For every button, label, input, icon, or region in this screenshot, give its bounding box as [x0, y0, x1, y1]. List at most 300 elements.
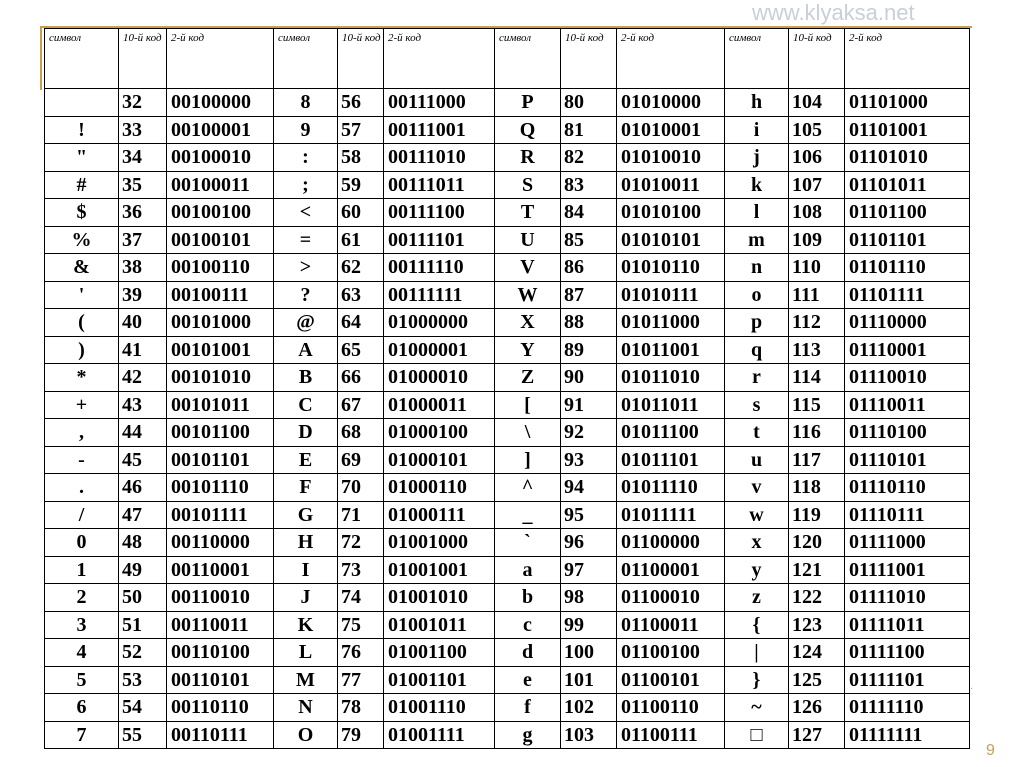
symbol-cell: =: [274, 226, 338, 254]
decimal-code-cell: 62: [338, 254, 384, 282]
binary-code-cell: 01111110: [845, 694, 970, 722]
table-row: [45, 254, 970, 282]
symbol-cell: j: [725, 144, 789, 172]
binary-code-cell: 01001111: [384, 721, 495, 749]
symbol-cell: 7: [45, 721, 119, 749]
binary-code-cell: 01000010: [384, 364, 495, 392]
binary-code-cell: 00111010: [384, 144, 495, 172]
symbol-cell: .: [45, 474, 119, 502]
binary-code-cell: 01011111: [617, 501, 725, 529]
binary-code-cell: 01101000: [845, 89, 970, 117]
binary-code-cell: 01010111: [617, 281, 725, 309]
symbol-cell: ,: [45, 419, 119, 447]
symbol-cell: O: [274, 721, 338, 749]
decimal-code-cell: 84: [561, 199, 617, 227]
symbol-cell: v: [725, 474, 789, 502]
decimal-code-cell: 107: [789, 171, 845, 199]
binary-code-cell: 00100111: [167, 281, 274, 309]
symbol-cell: g: [495, 721, 561, 749]
binary-code-cell: 00101110: [167, 474, 274, 502]
symbol-cell: F: [274, 474, 338, 502]
symbol-cell: a: [495, 556, 561, 584]
binary-code-cell: 00100000: [167, 89, 274, 117]
binary-code-cell: 00101111: [167, 501, 274, 529]
decimal-code-cell: 50: [119, 584, 167, 612]
symbol-cell: -: [45, 446, 119, 474]
binary-code-cell: 01100101: [617, 666, 725, 694]
decimal-code-cell: 90: [561, 364, 617, 392]
symbol-cell: ': [45, 281, 119, 309]
symbol-cell: R: [495, 144, 561, 172]
ascii-code-table: [44, 28, 970, 749]
binary-code-cell: 01100100: [617, 639, 725, 667]
table-row: [45, 199, 970, 227]
binary-code-cell: 00111011: [384, 171, 495, 199]
binary-code-cell: 01111011: [845, 611, 970, 639]
binary-code-cell: 01100110: [617, 694, 725, 722]
binary-code-cell: 01010110: [617, 254, 725, 282]
table-row: [45, 419, 970, 447]
watermark: www.klyaksa.net: [752, 0, 915, 25]
table-row: [45, 171, 970, 199]
binary-code-cell: 01001010: [384, 584, 495, 612]
table-row: [45, 391, 970, 419]
table-row: [45, 336, 970, 364]
symbol-cell: t: [725, 419, 789, 447]
binary-code-cell: 01011000: [617, 309, 725, 337]
binary-code-cell: 01001110: [384, 694, 495, 722]
binary-code-cell: 01011110: [617, 474, 725, 502]
binary-code-cell: 01011011: [617, 391, 725, 419]
decimal-code-cell: 53: [119, 666, 167, 694]
symbol-cell: 5: [45, 666, 119, 694]
decimal-code-cell: 101: [561, 666, 617, 694]
binary-code-cell: 01010000: [617, 89, 725, 117]
binary-code-cell: 00111000: [384, 89, 495, 117]
decimal-code-cell: 120: [789, 529, 845, 557]
decimal-code-cell: 72: [338, 529, 384, 557]
decimal-code-cell: 100: [561, 639, 617, 667]
table-row: [45, 89, 970, 117]
decimal-code-cell: 119: [789, 501, 845, 529]
binary-code-cell: 00111001: [384, 116, 495, 144]
symbol-cell: Q: [495, 116, 561, 144]
binary-code-cell: 01001011: [384, 611, 495, 639]
decimal-code-cell: 94: [561, 474, 617, 502]
decimal-code-cell: 106: [789, 144, 845, 172]
decimal-code-cell: 69: [338, 446, 384, 474]
symbol-cell: #: [45, 171, 119, 199]
decimal-code-cell: 89: [561, 336, 617, 364]
binary-code-cell: 00110010: [167, 584, 274, 612]
binary-code-cell: 00110111: [167, 721, 274, 749]
binary-code-cell: 01110010: [845, 364, 970, 392]
decimal-code-cell: 41: [119, 336, 167, 364]
decimal-code-cell: 70: [338, 474, 384, 502]
decimal-code-cell: 68: [338, 419, 384, 447]
binary-code-cell: 01110000: [845, 309, 970, 337]
binary-code-cell: 01011010: [617, 364, 725, 392]
decimal-code-cell: 73: [338, 556, 384, 584]
table-row: [45, 116, 970, 144]
table-row: [45, 666, 970, 694]
decimal-code-header: 10-й код: [119, 29, 167, 89]
decimal-code-cell: 97: [561, 556, 617, 584]
decimal-code-cell: 55: [119, 721, 167, 749]
decimal-code-cell: 40: [119, 309, 167, 337]
table-row: [45, 226, 970, 254]
symbol-cell: B: [274, 364, 338, 392]
binary-code-cell: 00111100: [384, 199, 495, 227]
binary-code-cell: 01111111: [845, 721, 970, 749]
binary-code-cell: 01000100: [384, 419, 495, 447]
symbol-cell: <: [274, 199, 338, 227]
decimal-code-cell: 105: [789, 116, 845, 144]
binary-code-cell: 01100011: [617, 611, 725, 639]
symbol-cell: o: [725, 281, 789, 309]
binary-code-cell: 01111100: [845, 639, 970, 667]
decimal-code-cell: 112: [789, 309, 845, 337]
decimal-code-cell: 42: [119, 364, 167, 392]
table-row: [45, 584, 970, 612]
binary-code-cell: 00110101: [167, 666, 274, 694]
decimal-code-cell: 44: [119, 419, 167, 447]
symbol-cell: _: [495, 501, 561, 529]
symbol-header: символ: [274, 29, 338, 89]
decimal-code-cell: 121: [789, 556, 845, 584]
decimal-code-cell: 48: [119, 529, 167, 557]
symbol-cell: b: [495, 584, 561, 612]
decimal-code-cell: 47: [119, 501, 167, 529]
table-row: [45, 446, 970, 474]
symbol-cell: e: [495, 666, 561, 694]
symbol-cell: $: [45, 199, 119, 227]
decimal-code-cell: 115: [789, 391, 845, 419]
decimal-code-cell: 104: [789, 89, 845, 117]
binary-code-cell: 01101100: [845, 199, 970, 227]
decimal-code-header: 10-й код: [561, 29, 617, 89]
decimal-code-cell: 63: [338, 281, 384, 309]
binary-code-cell: 01100010: [617, 584, 725, 612]
symbol-cell: C: [274, 391, 338, 419]
symbol-cell: i: [725, 116, 789, 144]
decimal-code-cell: 39: [119, 281, 167, 309]
symbol-cell: w: [725, 501, 789, 529]
binary-code-cell: 01001001: [384, 556, 495, 584]
symbol-cell: ": [45, 144, 119, 172]
decimal-code-cell: 92: [561, 419, 617, 447]
binary-code-cell: 00111110: [384, 254, 495, 282]
binary-code-cell: 01110101: [845, 446, 970, 474]
binary-code-cell: 01110100: [845, 419, 970, 447]
decimal-code-cell: 61: [338, 226, 384, 254]
binary-code-cell: 00110001: [167, 556, 274, 584]
symbol-cell: z: [725, 584, 789, 612]
symbol-cell: n: [725, 254, 789, 282]
decimal-code-cell: 124: [789, 639, 845, 667]
binary-code-cell: 01101001: [845, 116, 970, 144]
symbol-cell: %: [45, 226, 119, 254]
symbol-cell: N: [274, 694, 338, 722]
symbol-cell: h: [725, 89, 789, 117]
symbol-cell: `: [495, 529, 561, 557]
symbol-cell: !: [45, 116, 119, 144]
decimal-code-cell: 77: [338, 666, 384, 694]
symbol-cell: J: [274, 584, 338, 612]
binary-code-cell: 00101101: [167, 446, 274, 474]
binary-code-cell: 01101011: [845, 171, 970, 199]
binary-code-cell: 00100011: [167, 171, 274, 199]
symbol-cell: H: [274, 529, 338, 557]
decimal-code-cell: 79: [338, 721, 384, 749]
symbol-cell: p: [725, 309, 789, 337]
decimal-code-cell: 93: [561, 446, 617, 474]
table-row: [45, 364, 970, 392]
decimal-code-cell: 46: [119, 474, 167, 502]
symbol-cell: [45, 89, 119, 117]
decimal-code-cell: 57: [338, 116, 384, 144]
decimal-code-cell: 123: [789, 611, 845, 639]
decimal-code-cell: 114: [789, 364, 845, 392]
decimal-code-cell: 95: [561, 501, 617, 529]
symbol-cell: 4: [45, 639, 119, 667]
table-row: [45, 281, 970, 309]
binary-code-cell: 01000101: [384, 446, 495, 474]
decimal-code-header: 10-й код: [338, 29, 384, 89]
symbol-cell: /: [45, 501, 119, 529]
decimal-code-cell: 110: [789, 254, 845, 282]
symbol-cell: d: [495, 639, 561, 667]
binary-code-cell: 01111000: [845, 529, 970, 557]
decimal-code-cell: 118: [789, 474, 845, 502]
symbol-cell: 8: [274, 89, 338, 117]
binary-code-cell: 01000011: [384, 391, 495, 419]
binary-code-cell: 00110100: [167, 639, 274, 667]
binary-code-cell: 01000110: [384, 474, 495, 502]
symbol-cell: (: [45, 309, 119, 337]
binary-code-header: 2-й код: [167, 29, 274, 89]
symbol-cell: [: [495, 391, 561, 419]
symbol-cell: ;: [274, 171, 338, 199]
symbol-cell: 1: [45, 556, 119, 584]
binary-code-cell: 01010100: [617, 199, 725, 227]
binary-code-header: 2-й код: [384, 29, 495, 89]
binary-code-cell: 01000111: [384, 501, 495, 529]
symbol-cell: c: [495, 611, 561, 639]
decimal-code-cell: 127: [789, 721, 845, 749]
decimal-code-cell: 64: [338, 309, 384, 337]
binary-code-cell: 00100101: [167, 226, 274, 254]
decimal-code-cell: 37: [119, 226, 167, 254]
binary-code-cell: 01010010: [617, 144, 725, 172]
binary-code-cell: 00100001: [167, 116, 274, 144]
binary-code-cell: 01001101: [384, 666, 495, 694]
symbol-cell: ]: [495, 446, 561, 474]
binary-code-cell: 00110000: [167, 529, 274, 557]
binary-code-cell: 01110011: [845, 391, 970, 419]
decimal-code-cell: 32: [119, 89, 167, 117]
binary-code-cell: 00101011: [167, 391, 274, 419]
decimal-code-cell: 66: [338, 364, 384, 392]
symbol-cell: \: [495, 419, 561, 447]
decimal-code-cell: 36: [119, 199, 167, 227]
table-body: [45, 89, 970, 749]
symbol-cell: f: [495, 694, 561, 722]
symbol-cell: T: [495, 199, 561, 227]
decimal-code-cell: 82: [561, 144, 617, 172]
binary-code-cell: 01101111: [845, 281, 970, 309]
decimal-code-cell: 103: [561, 721, 617, 749]
table-row: [45, 721, 970, 749]
symbol-cell: 0: [45, 529, 119, 557]
symbol-cell: u: [725, 446, 789, 474]
decimal-code-cell: 113: [789, 336, 845, 364]
decimal-code-cell: 83: [561, 171, 617, 199]
decimal-code-cell: 54: [119, 694, 167, 722]
symbol-cell: W: [495, 281, 561, 309]
decimal-code-cell: 80: [561, 89, 617, 117]
decimal-code-cell: 56: [338, 89, 384, 117]
decimal-code-cell: 78: [338, 694, 384, 722]
decimal-code-cell: 122: [789, 584, 845, 612]
decimal-code-cell: 34: [119, 144, 167, 172]
binary-code-cell: 01110110: [845, 474, 970, 502]
decimal-code-cell: 111: [789, 281, 845, 309]
symbol-cell: 9: [274, 116, 338, 144]
binary-code-cell: 01110001: [845, 336, 970, 364]
binary-code-cell: 01111010: [845, 584, 970, 612]
symbol-cell: □: [725, 721, 789, 749]
symbol-cell: Z: [495, 364, 561, 392]
binary-code-cell: 01101101: [845, 226, 970, 254]
decimal-code-cell: 86: [561, 254, 617, 282]
decimal-code-cell: 76: [338, 639, 384, 667]
symbol-cell: x: [725, 529, 789, 557]
binary-code-header: 2-й код: [845, 29, 970, 89]
binary-code-cell: 01110111: [845, 501, 970, 529]
symbol-cell: @: [274, 309, 338, 337]
binary-code-cell: 00100100: [167, 199, 274, 227]
symbol-cell: D: [274, 419, 338, 447]
table-row: [45, 639, 970, 667]
symbol-cell: K: [274, 611, 338, 639]
binary-code-cell: 01000000: [384, 309, 495, 337]
symbol-cell: m: [725, 226, 789, 254]
decimal-code-cell: 109: [789, 226, 845, 254]
symbol-cell: :: [274, 144, 338, 172]
binary-code-cell: 01011001: [617, 336, 725, 364]
binary-code-cell: 01100001: [617, 556, 725, 584]
table-row: [45, 556, 970, 584]
binary-code-cell: 01111001: [845, 556, 970, 584]
binary-code-cell: 01011100: [617, 419, 725, 447]
table-row: [45, 501, 970, 529]
symbol-cell: ): [45, 336, 119, 364]
symbol-cell: U: [495, 226, 561, 254]
binary-code-cell: 00100110: [167, 254, 274, 282]
decimal-code-cell: 96: [561, 529, 617, 557]
decorative-dot: ·: [970, 684, 974, 695]
binary-code-header: 2-й код: [617, 29, 725, 89]
table-row: [45, 694, 970, 722]
decimal-code-cell: 102: [561, 694, 617, 722]
symbol-cell: ^: [495, 474, 561, 502]
decimal-code-cell: 87: [561, 281, 617, 309]
binary-code-cell: 01010101: [617, 226, 725, 254]
binary-code-cell: 01100000: [617, 529, 725, 557]
symbol-cell: 6: [45, 694, 119, 722]
binary-code-cell: 01101010: [845, 144, 970, 172]
symbol-cell: P: [495, 89, 561, 117]
symbol-cell: l: [725, 199, 789, 227]
decimal-code-cell: 126: [789, 694, 845, 722]
symbol-cell: *: [45, 364, 119, 392]
table-row: [45, 474, 970, 502]
decimal-code-cell: 43: [119, 391, 167, 419]
decimal-code-cell: 74: [338, 584, 384, 612]
symbol-cell: M: [274, 666, 338, 694]
symbol-cell: L: [274, 639, 338, 667]
binary-code-cell: 01011101: [617, 446, 725, 474]
symbol-cell: ?: [274, 281, 338, 309]
decimal-code-cell: 85: [561, 226, 617, 254]
table-row: [45, 529, 970, 557]
binary-code-cell: 00111101: [384, 226, 495, 254]
decimal-code-cell: 88: [561, 309, 617, 337]
binary-code-cell: 00101000: [167, 309, 274, 337]
decimal-code-cell: 117: [789, 446, 845, 474]
binary-code-cell: 00110110: [167, 694, 274, 722]
binary-code-cell: 00100010: [167, 144, 274, 172]
symbol-header: символ: [495, 29, 561, 89]
symbol-cell: |: [725, 639, 789, 667]
decimal-code-cell: 59: [338, 171, 384, 199]
decimal-code-cell: 91: [561, 391, 617, 419]
binary-code-cell: 01000001: [384, 336, 495, 364]
symbol-cell: A: [274, 336, 338, 364]
symbol-cell: V: [495, 254, 561, 282]
binary-code-cell: 01010001: [617, 116, 725, 144]
binary-code-cell: 00101001: [167, 336, 274, 364]
symbol-cell: q: [725, 336, 789, 364]
table-row: [45, 144, 970, 172]
binary-code-cell: 01100111: [617, 721, 725, 749]
symbol-cell: k: [725, 171, 789, 199]
symbol-cell: S: [495, 171, 561, 199]
decimal-code-cell: 116: [789, 419, 845, 447]
binary-code-cell: 00110011: [167, 611, 274, 639]
table-row: [45, 309, 970, 337]
symbol-cell: E: [274, 446, 338, 474]
decimal-code-cell: 65: [338, 336, 384, 364]
decimal-code-cell: 71: [338, 501, 384, 529]
binary-code-cell: 01001100: [384, 639, 495, 667]
decorative-line-left: [40, 28, 42, 90]
decimal-code-header: 10-й код: [789, 29, 845, 89]
symbol-cell: &: [45, 254, 119, 282]
decimal-code-cell: 60: [338, 199, 384, 227]
symbol-cell: {: [725, 611, 789, 639]
symbol-cell: y: [725, 556, 789, 584]
symbol-cell: X: [495, 309, 561, 337]
symbol-cell: 3: [45, 611, 119, 639]
symbol-cell: ~: [725, 694, 789, 722]
symbol-cell: s: [725, 391, 789, 419]
binary-code-cell: 01010011: [617, 171, 725, 199]
symbol-cell: I: [274, 556, 338, 584]
decimal-code-cell: 33: [119, 116, 167, 144]
binary-code-cell: 00101100: [167, 419, 274, 447]
